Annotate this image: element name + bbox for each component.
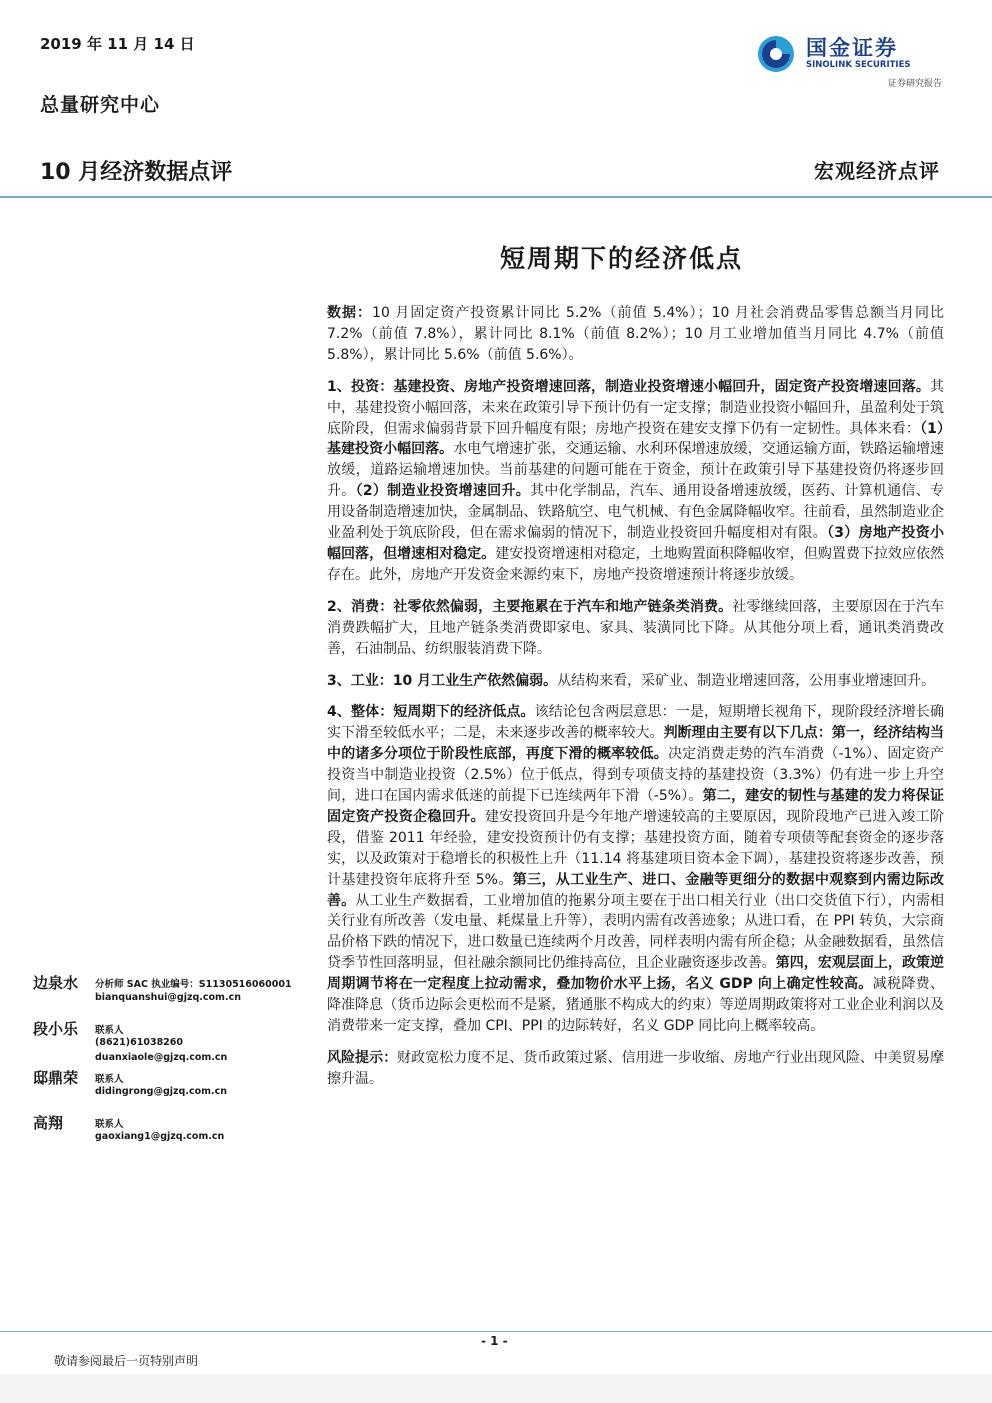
text-run: 建安投资增速相对稳定，土地购置面积降幅收窄，但购置费下拉效应依然存在。此外，房地产开发资金来源约束下，房地产投资增速预计将逐步放缓。: [327, 545, 945, 583]
analyst-role: 分析师 SAC 执业编号：S1130516060001: [95, 979, 292, 990]
analyst-item: [33, 1067, 303, 1112]
report-date: 2019 年 11 月 14 日: [40, 35, 195, 53]
analyst-name: 邸鼎荣: [33, 1069, 79, 1087]
analyst-email: gaoxiang1@gjzq.com.cn: [95, 1131, 225, 1142]
page-number: - 1 -: [481, 1334, 508, 1348]
text-run: 财政宽松力度不足、货币政策过紧、信用进一步收缩、房地产行业出现风险、中美贸易摩擦升温。: [327, 1049, 945, 1087]
sinolink-logo-icon: [756, 34, 796, 74]
analyst-item: [33, 1018, 303, 1067]
header-divider: [0, 196, 992, 198]
paragraph-data: [327, 303, 944, 366]
analyst-item: [33, 1112, 303, 1152]
text-run: 水电气增速扩张，交通运输、水利环保增速放缓，交通运输方面，铁路运输增速放缓，道路运输增速加快。当前基建的问题可能在于资金，预计在政策引导下基建投资仍将逐步回升。: [327, 441, 945, 500]
text-run: 其中，基建投资小幅回落，未来在政策引导下预计仍有一定支撑；制造业投资小幅回升，虽盈利处于筑底阶段，但需求偏弱背景下回升幅度有限；房地产投资在建安支撑下仍有一定韧性。具体来看：: [327, 378, 944, 437]
text-run: 减税降费、降准降息（货币边际会更松而不是紧，猪通胀不构成大的约束）等逆周期政策将对工业企业利润以及消费带来一定支撑，叠加 CPI、PPI 的边际转好，名义 GDP 同比向上概率较高。: [327, 976, 944, 1034]
bold-run: 2、消费：社零依然偏弱，主要拖累在于汽车和地产链条类消费。: [327, 598, 733, 615]
analyst-email: didingrong@gjzq.com.cn: [95, 1086, 228, 1097]
text-run: 建安投资回升是今年地产增速较高的主要原因，现阶段地产已进入竣工阶段，借鉴 2011 年经验，建安投资预计仍有支撑；基建投资方面，随着专项债等配套资金的逐步落实，以及政策对于稳增长的积极性上升（11.14 将基建项目资本金下调），基建投资将逐步改善，预计基建投资年底将升至 5%。: [327, 808, 945, 888]
bold-run: 第二，建安的韧性与基建的发力将保证固定资产投资企稳回升。: [327, 788, 944, 825]
analyst-list: [33, 972, 303, 1152]
logo-chinese-name: 国金证券: [806, 36, 898, 60]
analyst-name: 段小乐: [33, 1020, 79, 1038]
text-run: 从结构来看，采矿业、制造业增速回落，公用事业增速回升。: [557, 672, 936, 689]
analyst-name: 边泉水: [33, 974, 79, 992]
bold-run: （3）房地产投资小幅回落，但增速相对稳定。: [327, 525, 944, 562]
text-run: 从工业生产数据看，工业增加值的拖累分项主要在于出口相关行业（出口交货值下行），内需相关行业有所改善（发电量、耗煤量上升等），表明内需有改善迹象；从进口看，在 PPI 转负，大宗商品价格下跌的情况下，进口数量已连续两个月改善，同样表明内需有所企稳；从金融数据看，虽然信贷季节性回落明显，但社融余额同比仍维持高位，且企业融资逐步改善。: [327, 892, 945, 972]
bold-run: 风险提示：: [327, 1049, 398, 1066]
bold-run: 4、整体：短周期下的经济低点。: [327, 704, 535, 721]
paragraph-risk: [327, 1048, 944, 1090]
text-run: 其中化学制品，汽车、通用设备增速放缓，医药、计算机通信、专用设备制造增速加快，金属制品、铁路航空、电气机械、有色金属降幅收窄。往前看，虽然制造业企业盈利处于筑底阶段，但在需求偏弱的情况下，制造业投资回升幅度相对有限。: [327, 483, 945, 542]
disclaimer-note: 敬请参阅最后一页特别声明: [54, 1354, 199, 1368]
report-body: [327, 303, 944, 1101]
analyst-email: duanxiaole@gjzq.com.cn: [95, 1052, 228, 1063]
analyst-role: 联系人: [95, 1119, 124, 1130]
bold-run: 1、投资：基建投资、房地产投资增速回落，制造业投资增速小幅回升，固定资产投资增速回落。: [327, 378, 930, 395]
bold-run: 数据：: [327, 305, 373, 321]
paragraph-investment: [327, 377, 944, 586]
analyst-name: 高翔: [33, 1114, 64, 1132]
footer-band: [0, 1374, 992, 1403]
logo-english-name: SINOLINK SECURITIES: [806, 60, 911, 70]
footer-divider: [0, 1331, 992, 1332]
analyst-role: 联系人: [95, 1074, 124, 1085]
report-title: 10 月经济数据点评: [40, 160, 233, 185]
headline: 短周期下的经济低点: [500, 244, 744, 273]
text-run: 该结论包含两层意思：一是，短期增长视角下，现阶段经济增长确实下滑至较低水平；二是，未来逐步改善的概率较大。: [327, 704, 944, 742]
company-logo: [756, 30, 946, 92]
research-center: 总量研究中心: [40, 94, 161, 116]
bold-run: （1）基建投资小幅回落。: [327, 420, 944, 458]
bold-run: 3、工业：10 月工业生产依然偏弱。: [327, 672, 558, 689]
paragraph-industry: [327, 671, 944, 692]
analyst-role: 联系人: [95, 1025, 124, 1036]
bold-run: 判断理由主要有以下几点：第一，经济结构当中的诸多分项位于阶段性底部，再度下滑的概率较低。: [327, 725, 945, 763]
report-type: 宏观经济点评: [814, 159, 940, 183]
logo-subtitle: 证券研究报告: [887, 79, 942, 89]
bold-run: 第三，从工业生产、进口、金融等更细分的数据中观察到内需边际改善。: [327, 871, 944, 909]
text-run: 10 月固定资产投资累计同比 5.2%（前值 5.4%）；10 月社会消费品零售总额当月同比 7.2%（前值 7.8%），累计同比 8.1%（前值 8.2%）；10 月工业增加值当月同比 4.7%（前值 5.8%），累计同比 5.6%（前值 5.6%）。: [327, 305, 944, 363]
paragraph-consumption: [327, 597, 944, 660]
analyst-phone: (8621)61038260: [95, 1037, 184, 1048]
analyst-item: [33, 972, 303, 1018]
paragraph-overall: [327, 702, 944, 1037]
text-run: 社零继续回落，主要原因在于汽车消费跌幅扩大，且地产链条类消费即家电、家具、装潢同比下降。从其他分项上看，通讯类消费改善，石油制品、纺织服装消费下降。: [327, 598, 944, 657]
bold-run: 第四，宏观层面上，政策逆周期调节将在一定程度上拉动需求，叠加物价水平上扬，名义 GDP 向上确定性较高。: [327, 955, 945, 993]
bold-run: （2）制造业投资增速回升。: [355, 483, 531, 500]
text-run: 决定消费走势的汽车消费（-1%）、固定资产投资当中制造业投资（2.5%）位于低点，得到专项债支持的基建投资（3.3%）仍有进一步上升空间，进口在国内需求低迷的前提下已连续两年下滑（-5%）。: [327, 746, 945, 805]
analyst-email: bianquanshui@gjzq.com.cn: [95, 992, 241, 1003]
